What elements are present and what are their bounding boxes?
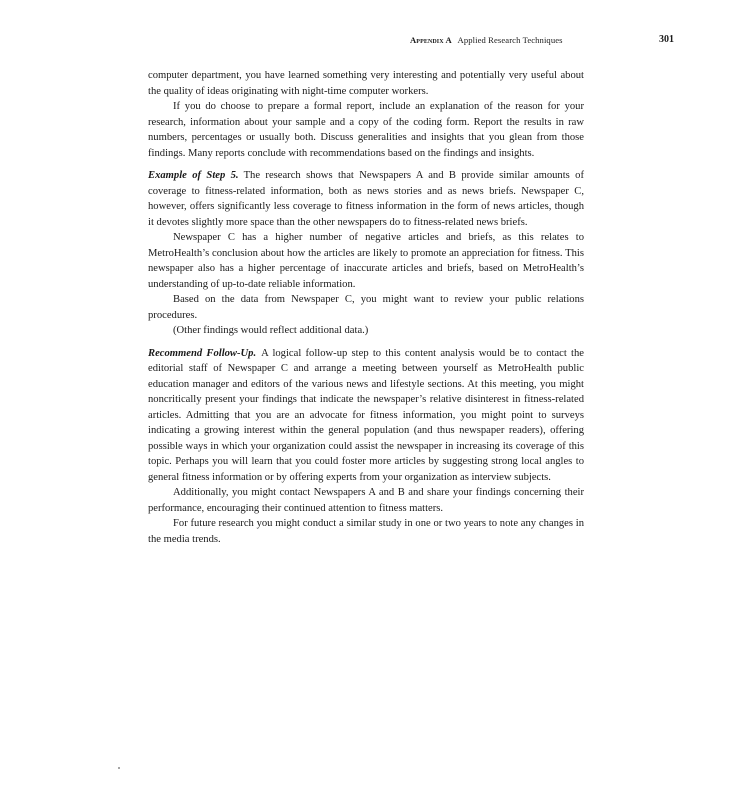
paragraph: Based on the data from Newspaper C, you might want to review your public relations procedures. <box>148 294 584 321</box>
paragraph: Newspaper C has a higher number of negative articles and briefs, as this relates to MetroHealth’s conclusion about how the articles are likely to promote an appreciation for fitness. This newspaper also has a higher percentage of inaccurate articles and briefs, based on MetroHealth’s understanding of up-to-date reliable information. <box>148 232 584 290</box>
appendix-label: Appendix A <box>410 35 452 45</box>
paragraph: If you do choose to prepare a formal report, include an explanation of the reason for your research, information about your sample and a copy of the coding form. Report the results in raw numbers, percentages or usually both. Discuss generalities and insights that you glean from those findings. Many reports conclude with recommendations based on the findings and insights. <box>148 101 584 159</box>
body-text <box>148 68 584 547</box>
follow-up-heading: Recommend Follow-Up. <box>148 347 257 359</box>
step-5-heading: Example of Step 5. <box>148 170 239 181</box>
paragraph: computer department, you have learned something very interesting and potentially very useful about the quality of ideas originating with night-time computer workers. <box>148 70 584 97</box>
paragraph: Additionally, you might contact Newspapers A and B and share your findings concerning their performance, encouraging their continued attention to fitness matters. <box>148 487 584 514</box>
scan-speck <box>118 767 120 769</box>
step-5-text: The research shows that Newspapers A and B provide similar amounts of coverage to fitness-related information, both as news stories and as news briefs. Newspaper C, however, offers significantly less coverage to fitness information in the form of news articles, though it devotes slightly more space than the other newspapers do to fitness-related news briefs. <box>148 170 584 228</box>
follow-up-paragraph <box>148 346 584 486</box>
paragraph: For future research you might conduct a similar study in one or two years to note any changes in the media trends. <box>148 518 584 545</box>
running-head <box>410 35 563 45</box>
follow-up-text: A logical follow-up step to this content analysis would be to contact the editorial staff of Newspaper C and arrange a meeting between yourself as MetroHealth public education manager and editors of the various news and lifestyle sections. At this meeting, you might noncritically present your findings that indicate the newspaper’s relative disinterest in fitness-related articles. Admitting that you are an advocate for fitness information, you might point to surveys indicating a growing interest within the general population (and thus newspaper readers), offering possible ways in which your organization could assist the newspaper in increasing its coverage of this topic. Perhaps you will learn that you could foster more articles by suggesting strong local angles to general fitness information or by offering experts from your organization as interview subjects. <box>148 347 584 483</box>
running-title: Applied Research Techniques <box>457 35 563 45</box>
page-number: 301 <box>659 34 674 45</box>
paragraph: (Other findings would reflect additional data.) <box>173 325 369 336</box>
step-5-paragraph <box>148 168 584 230</box>
